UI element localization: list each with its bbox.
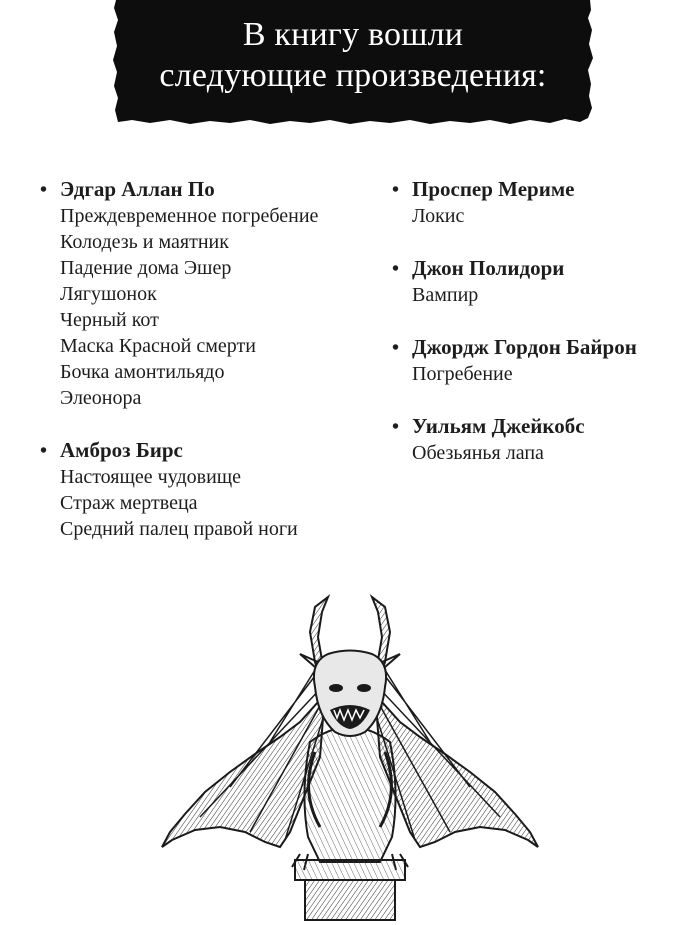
- work-title: Вампир: [412, 284, 479, 306]
- work-title: Маска Красной смерти: [60, 335, 256, 357]
- gargoyle-icon: [150, 592, 550, 922]
- left-column: [40, 176, 370, 568]
- works-list: [40, 203, 370, 411]
- author-entry: [392, 334, 682, 387]
- works-list: [392, 282, 682, 308]
- work-title: Средний палец правой ноги: [60, 518, 298, 540]
- work-title: Локис: [412, 205, 465, 227]
- bullet: •: [392, 258, 400, 280]
- author-name: Проспер Мериме: [412, 177, 575, 201]
- works-list: [392, 440, 682, 466]
- work-title: Колодезь и маятник: [60, 231, 229, 253]
- author-name: Джордж Гордон Байрон: [412, 335, 637, 359]
- author-entry: [40, 437, 370, 542]
- works-list: [392, 361, 682, 387]
- author-name: Эдгар Аллан По: [60, 177, 215, 201]
- author-name: Джон Полидори: [412, 256, 565, 280]
- work-title: Лягушонок: [60, 283, 157, 305]
- work-title: Преждевременное погребение: [60, 205, 319, 227]
- work-title: Черный кот: [60, 309, 159, 331]
- author-name: Уильям Джейкобс: [412, 414, 585, 438]
- author-entry: [392, 413, 682, 466]
- page-title: [116, 14, 590, 96]
- work-title: Страж мертвеца: [60, 492, 198, 514]
- title-line-1: В книгу вошли: [242, 16, 464, 53]
- author-name: Амброз Бирс: [60, 438, 183, 462]
- work-title: Обезьянья лапа: [412, 442, 544, 464]
- bullet: •: [392, 179, 400, 201]
- works-list: [392, 203, 682, 229]
- author-entry: [392, 255, 682, 308]
- bullet: •: [40, 440, 48, 462]
- work-title: Настоящее чудовище: [60, 466, 242, 488]
- works-list: [40, 464, 370, 542]
- right-column: [392, 176, 682, 492]
- author-entry: [392, 176, 682, 229]
- title-line-2: следующие произведения:: [159, 57, 547, 94]
- work-title: Падение дома Эшер: [60, 257, 232, 279]
- bullet: •: [392, 416, 400, 438]
- bullet: •: [392, 337, 400, 359]
- work-title: Бочка амонтильядо: [60, 361, 225, 383]
- work-title: Элеонора: [60, 387, 142, 409]
- bullet: •: [40, 179, 48, 201]
- author-entry: [40, 176, 370, 411]
- work-title: Погребение: [412, 363, 513, 385]
